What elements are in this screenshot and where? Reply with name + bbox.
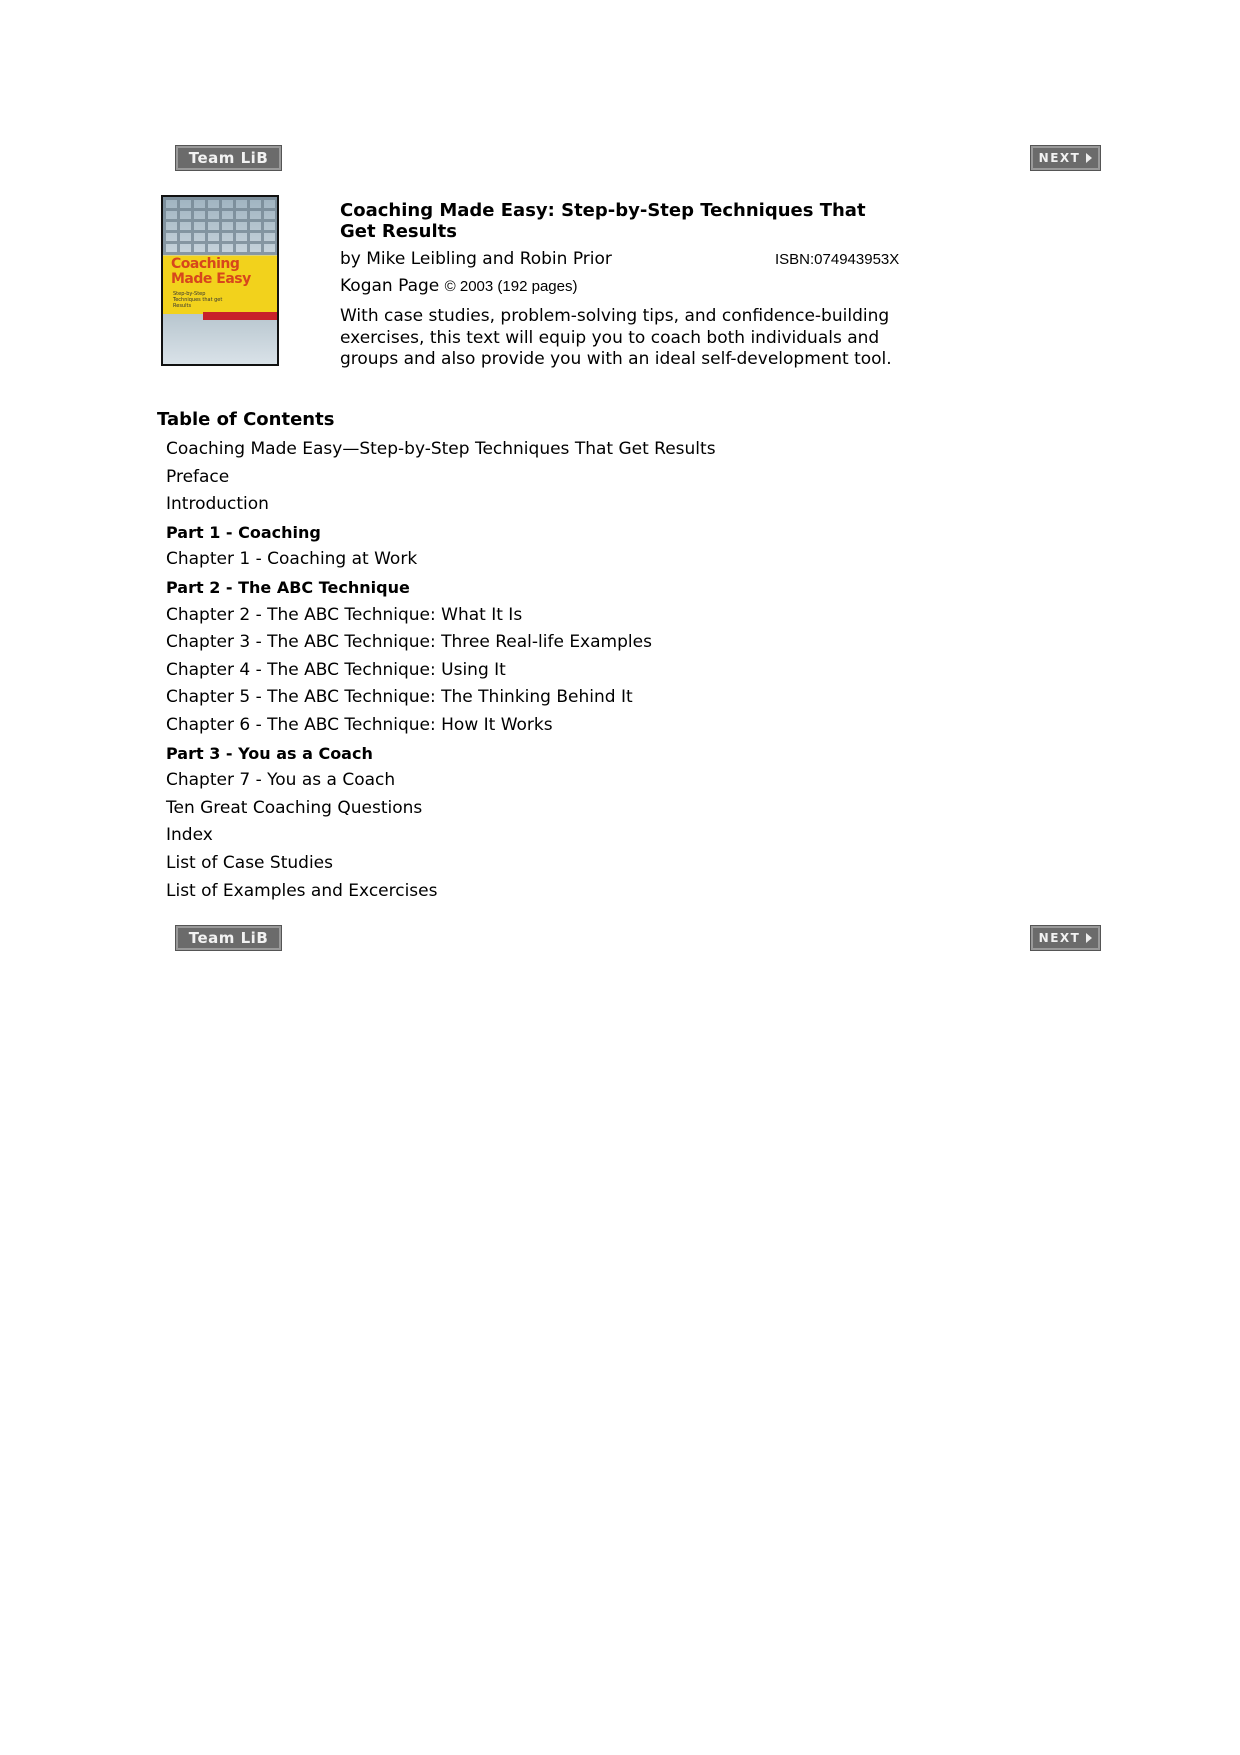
toc-item[interactable] — [166, 684, 716, 712]
next-button-top[interactable] — [1031, 146, 1100, 170]
play-arrow-icon — [1086, 153, 1092, 163]
table-of-contents — [166, 436, 716, 905]
toc-item[interactable] — [166, 436, 716, 464]
toc-item-label[interactable]: Coaching Made Easy—Step-by-Step Techniques That Get Results — [166, 439, 716, 459]
toc-item[interactable] — [166, 629, 716, 657]
next-label: NEXT — [1038, 931, 1081, 945]
toc-item-label[interactable]: Chapter 5 - The ABC Technique: The Thinking Behind It — [166, 687, 633, 708]
next-label: NEXT — [1038, 151, 1081, 165]
toc-item-label: Part 3 - You as a Coach — [166, 743, 373, 763]
book-title: Coaching Made Easy: Step-by-Step Techniques That Get Results — [340, 200, 866, 242]
toc-item-label[interactable]: Ten Great Coaching Questions — [166, 797, 423, 818]
toc-part-heading — [166, 740, 716, 768]
next-button-bottom[interactable] — [1031, 926, 1100, 950]
team-lib-label: Team LiB — [188, 929, 269, 947]
cover-grid-pattern — [163, 197, 277, 255]
toc-item-label[interactable]: Chapter 4 - The ABC Technique: Using It — [166, 659, 506, 680]
cover-title: Coaching Made Easy — [171, 256, 251, 287]
team-lib-label: Team LiB — [188, 149, 269, 167]
toc-item[interactable] — [166, 491, 716, 519]
toc-item[interactable] — [166, 795, 716, 823]
toc-item[interactable] — [166, 602, 716, 630]
toc-item-label[interactable]: Preface — [166, 466, 230, 487]
toc-item[interactable] — [166, 878, 716, 906]
team-lib-button-bottom[interactable] — [176, 926, 281, 950]
cover-author-bar — [203, 312, 277, 320]
toc-part-heading — [166, 574, 716, 602]
copyright: © 2003 (192 pages) — [444, 278, 578, 295]
toc-item[interactable] — [166, 464, 716, 492]
toc-item[interactable] — [166, 657, 716, 685]
toc-item-label[interactable]: List of Examples and Excercises — [166, 880, 438, 901]
toc-item-label[interactable]: Chapter 2 - The ABC Technique: What It Is — [166, 604, 523, 625]
toc-item-label[interactable]: List of Case Studies — [166, 852, 333, 873]
toc-item[interactable] — [166, 822, 716, 850]
toc-item[interactable] — [166, 850, 716, 878]
toc-item-label: Part 2 - The ABC Technique — [166, 577, 410, 597]
toc-part-heading — [166, 519, 716, 547]
toc-item-label[interactable]: Introduction — [166, 494, 269, 515]
publisher: Kogan Page — [340, 276, 440, 296]
toc-item[interactable] — [166, 546, 716, 574]
book-cover-image — [161, 195, 279, 366]
toc-item-label[interactable]: Chapter 7 - You as a Coach — [166, 770, 396, 791]
toc-heading: Table of Contents — [157, 409, 335, 430]
book-authors: by Mike Leibling and Robin Prior — [340, 249, 612, 269]
toc-item-label[interactable]: Index — [166, 825, 213, 846]
cover-subtitle: Step-by-Step Techniques that get Results — [173, 291, 223, 309]
team-lib-button-top[interactable] — [176, 146, 281, 170]
book-description: With case studies, problem-solving tips, and confidence-building exercises, this text will equip you to coach both individuals and groups and also provide you with an ideal self-development tool. — [340, 306, 892, 369]
toc-item-label[interactable]: Chapter 3 - The ABC Technique: Three Real-life Examples — [166, 632, 652, 653]
toc-item[interactable] — [166, 767, 716, 795]
toc-item-label[interactable]: Chapter 6 - The ABC Technique: How It Works — [166, 714, 553, 735]
toc-item[interactable] — [166, 712, 716, 740]
book-isbn: ISBN:074943953X — [775, 251, 900, 268]
publisher-line — [340, 276, 577, 296]
toc-item-label[interactable]: Chapter 1 - Coaching at Work — [166, 549, 418, 570]
toc-item-label: Part 1 - Coaching — [166, 522, 321, 542]
play-arrow-icon — [1086, 933, 1092, 943]
